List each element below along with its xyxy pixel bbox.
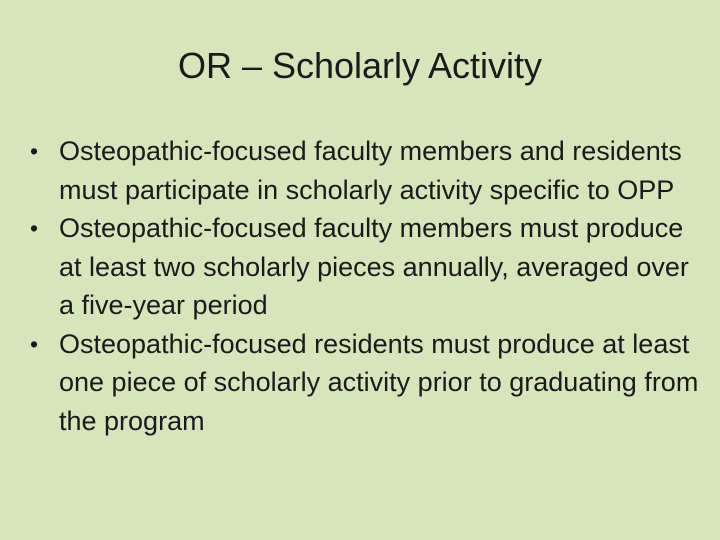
bullet-item [30, 325, 700, 441]
bullet-text: Osteopathic-focused faculty members must produce at least two scholarly pieces annually, averaged over a five-year period [59, 213, 689, 320]
bullet-text: Osteopathic-focused faculty members and residents must participate in scholarly activity specific to OPP [59, 136, 682, 205]
bullet-dot-icon: • [30, 138, 39, 164]
bullet-text: Osteopathic-focused residents must produce at least one piece of scholarly activity prior to graduating from the program [59, 328, 699, 436]
bullet-item [30, 209, 700, 325]
slide-title: OR – Scholarly Activity [177, 45, 543, 86]
bullet-list [30, 132, 700, 440]
bullet-item [30, 132, 700, 209]
bullet-dot-icon: • [30, 330, 39, 357]
bullet-dot-icon: • [30, 215, 39, 241]
